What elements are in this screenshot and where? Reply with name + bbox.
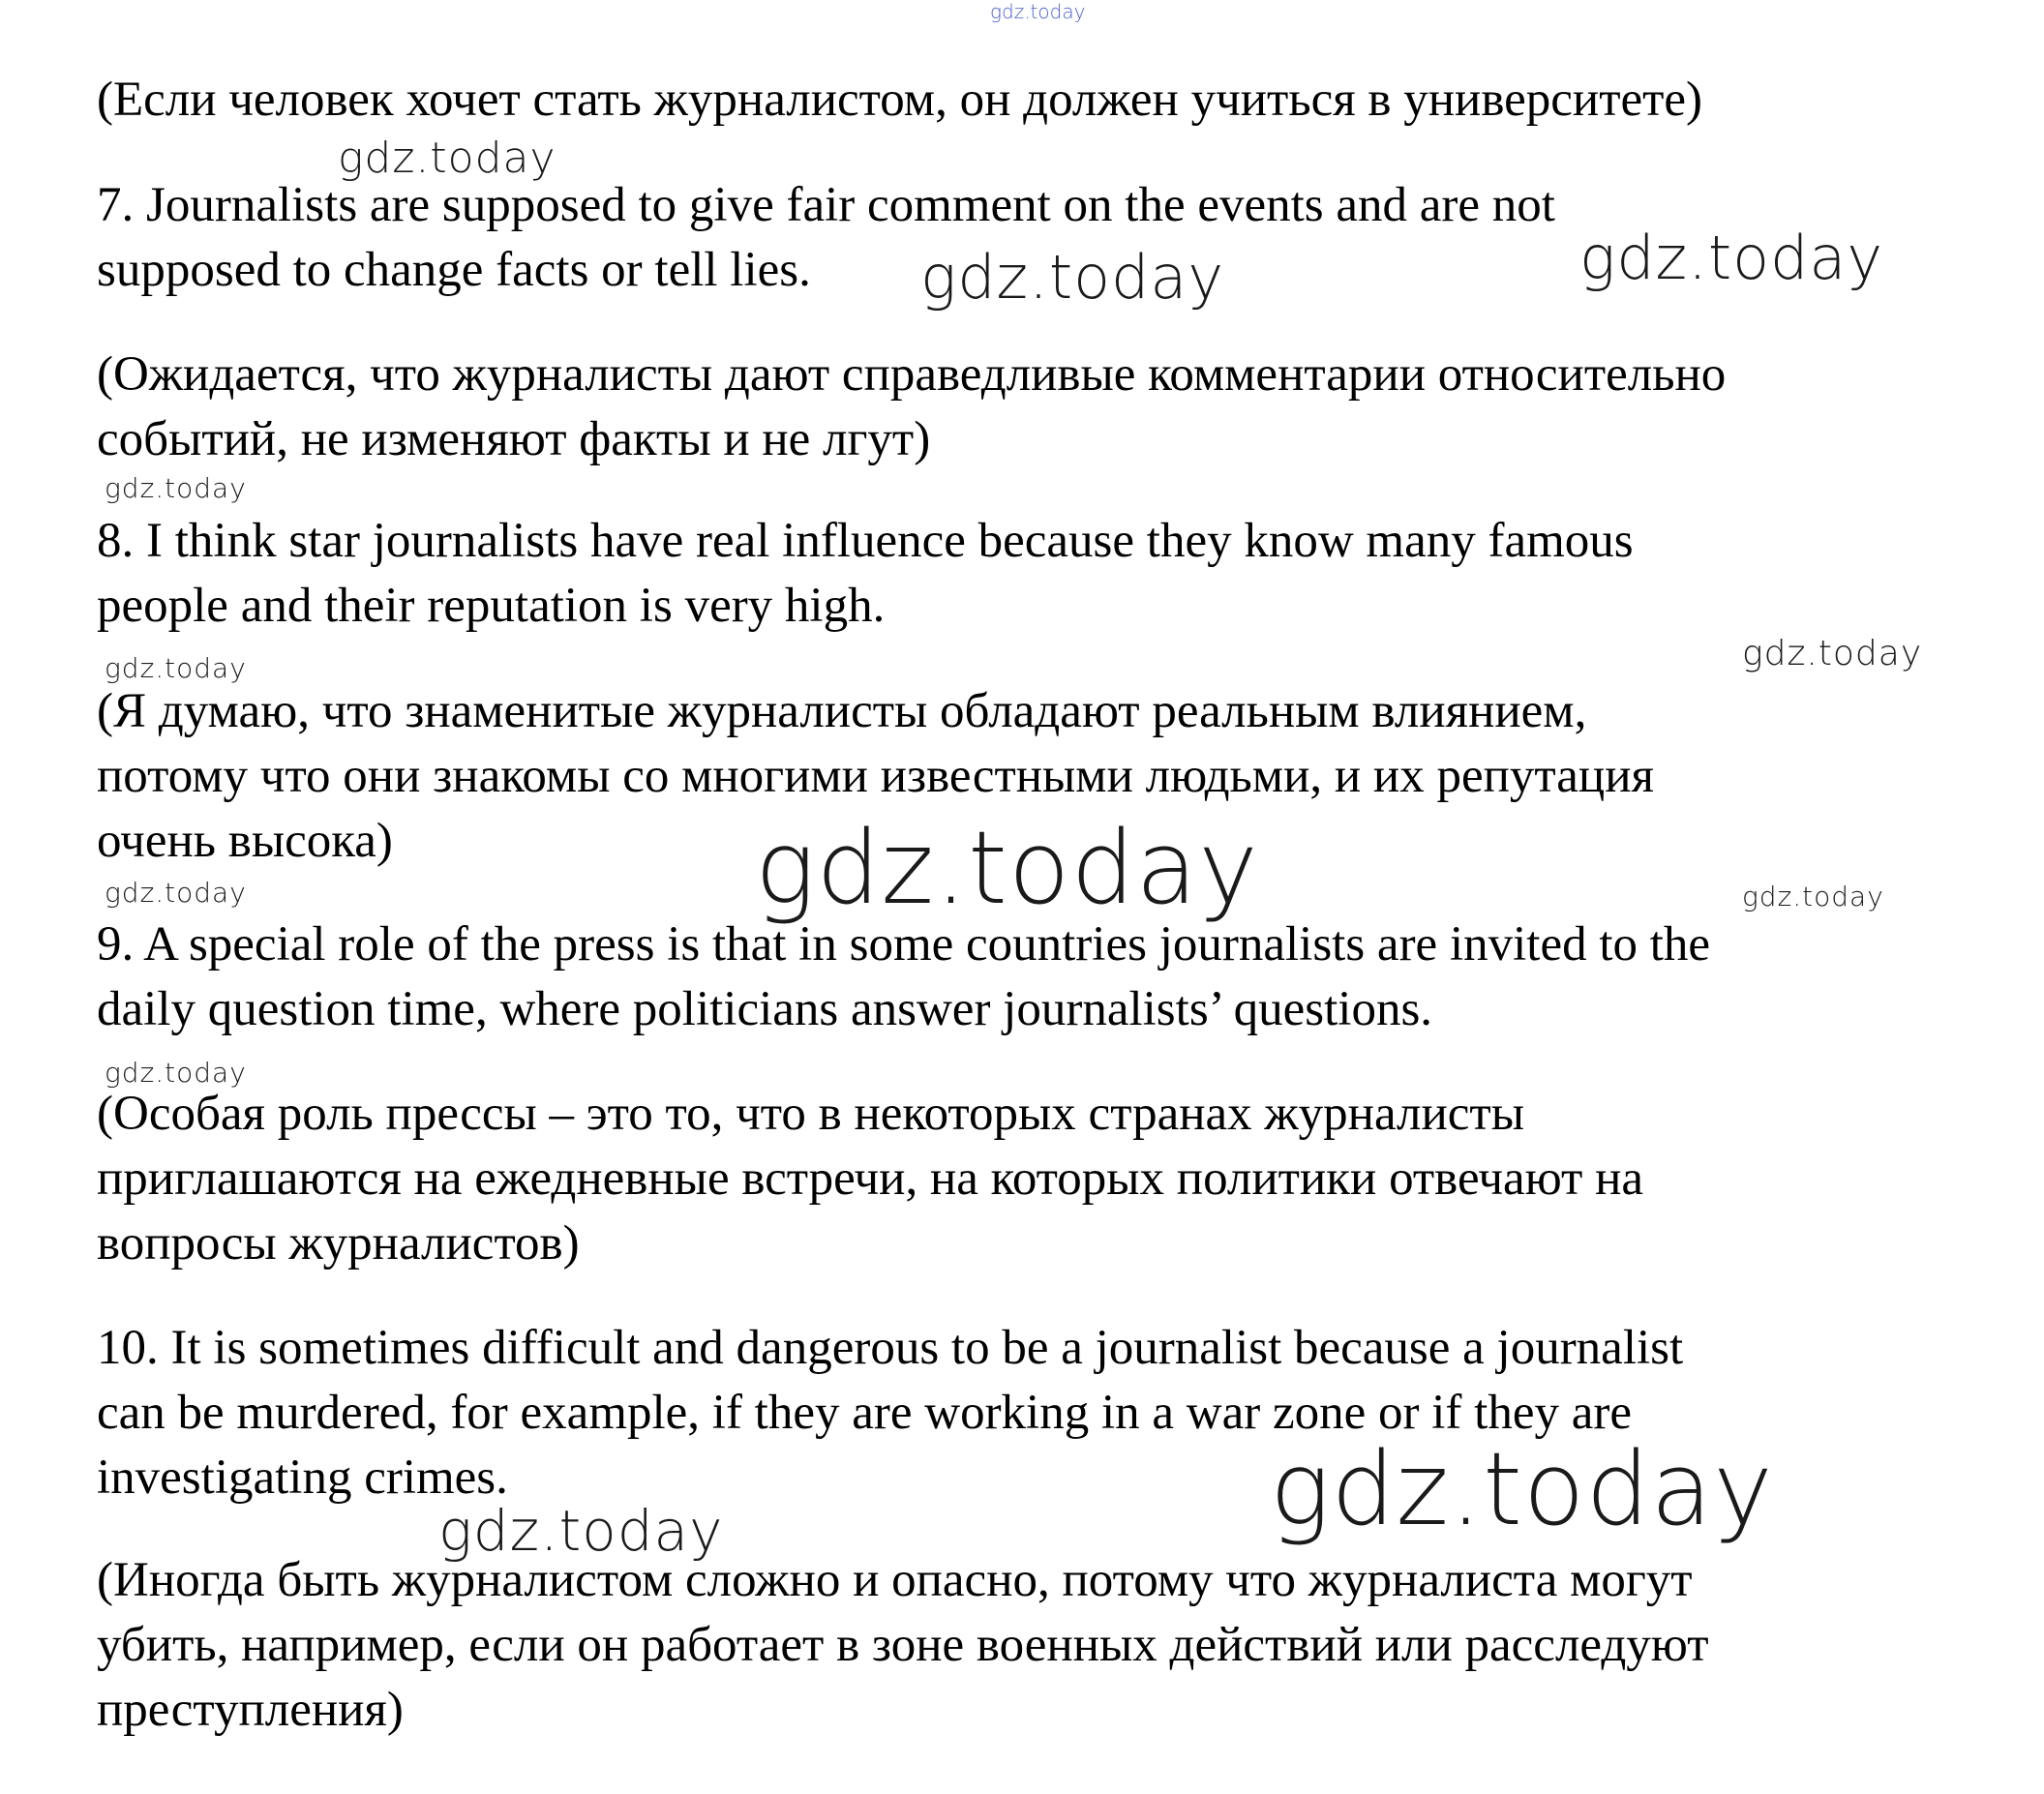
translation-paragraph-7: (Ожидается, что журналисты дают справедливые комментарии относительно событий, не изменяют факты и не лгут) — [97, 347, 1727, 466]
answer-paragraph-7: 7. Journalists are supposed to give fair comment on the events and are not supposed to change facts or tell lies. — [97, 178, 1555, 297]
watermark-top: gdz.today — [990, 0, 1086, 23]
watermark: gdz.today — [105, 877, 247, 909]
translation-paragraph-9: (Особая роль прессы – это то, что в некоторых странах журналисты приглашаются на ежедневные встречи, на которых политики отвечают на вопросы журналистов) — [97, 1087, 1644, 1271]
watermark: gdz.today — [338, 134, 556, 183]
answer-paragraph-9: 9. A special role of the press is that in some countries journalists are invited to the daily question time, where politicians answer journalists’ questions. — [97, 917, 1711, 1036]
answer-paragraph-10: 10. It is sometimes difficult and dangerous to be a journalist because a journalist can be murdered, for example, if they are working in a war zone or if they are investigating crimes. — [97, 1321, 1684, 1505]
watermark: gdz.today — [1270, 1430, 1774, 1548]
watermark: gdz.today — [755, 809, 1259, 927]
translation-paragraph-10: (Иногда быть журналистом сложно и опасно, потому что журналиста могут убить, например, если он работает в зоне военных действий или расследуют преступления) — [97, 1553, 1709, 1737]
watermark: gdz.today — [105, 652, 247, 684]
translation-paragraph-8: (Я думаю, что знаменитые журналисты обладают реальным влиянием, потому что они знакомы со многими известными людьми, и их репутация очень высока) — [97, 684, 1654, 868]
answer-paragraph-8: 8. I think star journalists have real influence because they know many famous people and their reputation is very high. — [97, 514, 1634, 633]
watermark: gdz.today — [438, 1498, 724, 1564]
watermark: gdz.today — [105, 472, 247, 504]
watermark: gdz.today — [920, 242, 1225, 313]
watermark: gdz.today — [105, 1057, 247, 1089]
translation-paragraph-6: (Если человек хочет стать журналистом, он должен учиться в университете) — [97, 73, 1703, 127]
watermark: gdz.today — [1742, 634, 1923, 673]
watermark: gdz.today — [1742, 881, 1884, 912]
watermark: gdz.today — [1579, 223, 1884, 293]
